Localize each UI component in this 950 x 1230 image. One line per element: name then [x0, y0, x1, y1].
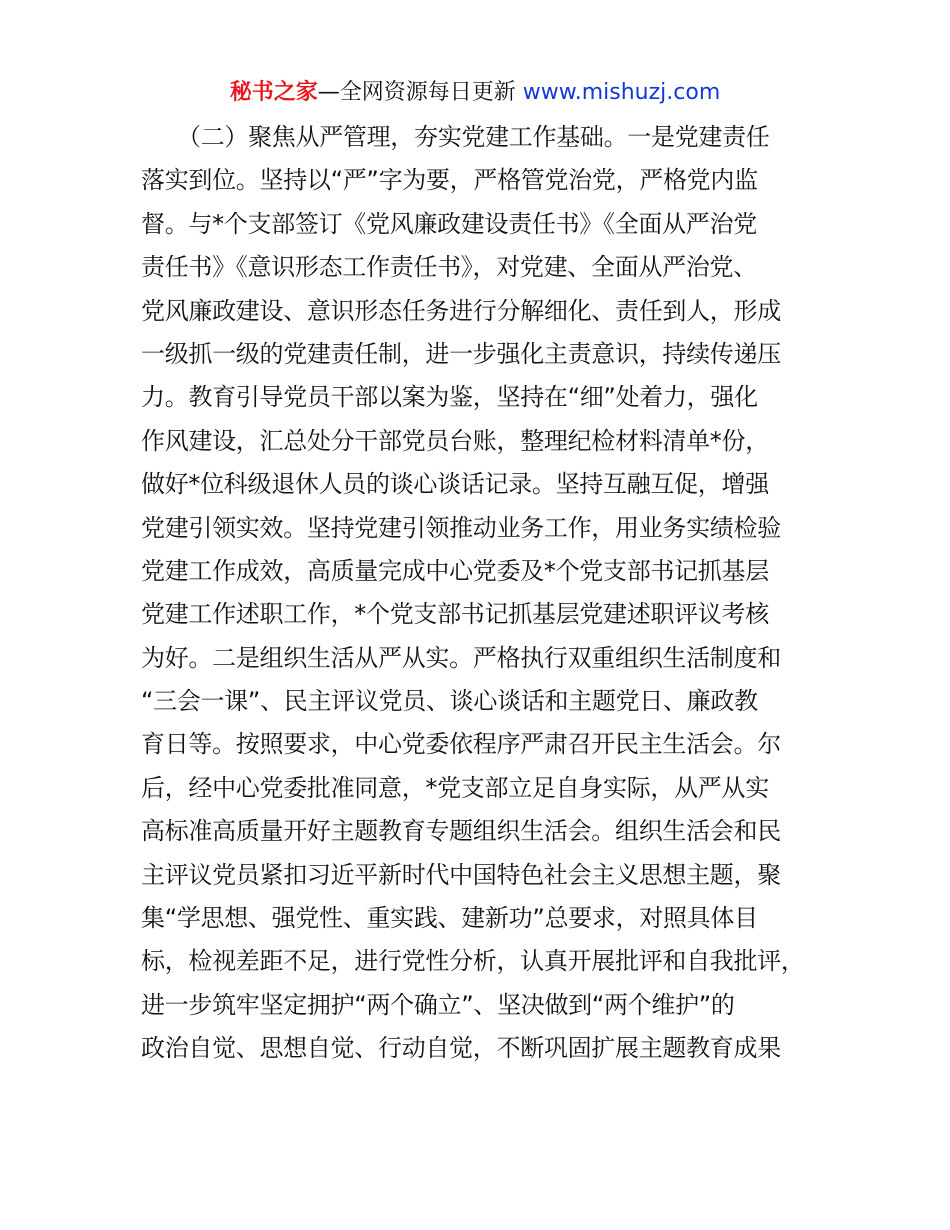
site-brand: 秘书之家	[229, 80, 318, 105]
paragraph-line: 作风建设，汇总处分干部党员台账，整理纪检材料清单*份，	[141, 426, 769, 455]
paragraph-line: 做好*位科级退休人员的谈心谈话记录。坚持互融互促，增强	[141, 470, 769, 499]
paragraph-line: 落实到位。坚持以“严”字为要，严格管党治党，严格党内监	[141, 166, 758, 195]
paragraph-line: 标，检视差距不足，进行党性分析，认真开展批评和自我批评，	[141, 947, 805, 976]
paragraph-line: 后，经中心党委批准同意，*党支部立足自身实际，从严从实	[141, 773, 769, 802]
paragraph-line: 督。与*个支部签订《党风廉政建设责任书》《全面从严治党	[141, 209, 757, 238]
paragraph-line: 为好。二是组织生活从严从实。严格执行双重组织生活制度和	[141, 643, 781, 672]
paragraph-line: 党建引领实效。坚持党建引领推动业务工作，用业务实绩检验	[141, 513, 781, 542]
paragraph-line: 政治自觉、思想自觉、行动自觉，不断巩固扩展主题教育成果	[141, 1034, 781, 1063]
paragraph-line: 集“学思想、强党性、重实践、建新功”总要求，对照具体目	[141, 904, 758, 933]
paragraph-line: 高标准高质量开好主题教育专题组织生活会。组织生活会和民	[141, 817, 781, 846]
paragraph-line: 责任书》《意识形态工作责任书》，对党建、全面从严治党、	[141, 253, 757, 282]
document-body	[141, 116, 821, 1071]
paragraph-line: 力。教育引导党员干部以案为鉴，坚持在“细”处着力，强化	[141, 383, 758, 412]
paragraph-line: 主评议党员紧扣习近平新时代中国特色社会主义思想主题，聚	[141, 860, 781, 889]
paragraph-line: 党建工作述职工作，*个党支部书记抓基层党建述职评议考核	[141, 600, 769, 629]
paragraph-line: 育日等。按照要求，中心党委依程序严肃召开民主生活会。尔	[141, 730, 781, 759]
paragraph-line: 党风廉政建设、意识形态任务进行分解细化、责任到人，形成	[141, 296, 781, 325]
paragraph-line: “三会一课”、民主评议党员、谈心谈话和主题党日、廉政教	[141, 687, 758, 716]
paragraph-line: 一级抓一级的党建责任制，进一步强化主责意识，持续传递压	[141, 339, 781, 368]
paragraph-line: （二）聚焦从严管理，夯实党建工作基础。一是党建责任	[177, 123, 770, 151]
paragraph-line: 进一步筑牢坚定拥护“两个确立”、坚决做到“两个维护”的	[141, 990, 735, 1019]
site-url-link[interactable]: www.mishuzj.com	[522, 80, 721, 105]
paragraph-line: 党建工作成效，高质量完成中心党委及*个党支部书记抓基层	[141, 556, 769, 585]
site-header	[0, 76, 950, 110]
site-tagline: —全网资源每日更新	[317, 80, 523, 105]
